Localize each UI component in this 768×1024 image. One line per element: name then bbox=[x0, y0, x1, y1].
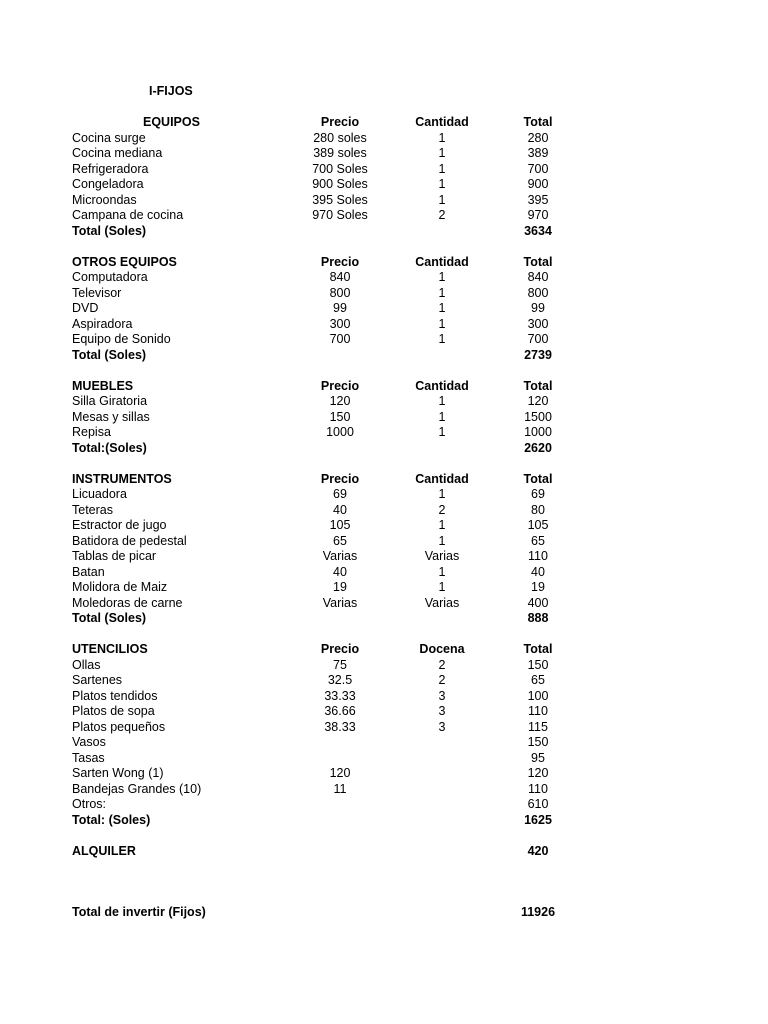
item-quantity: Varias bbox=[424, 549, 460, 563]
item-name: Estractor de jugo bbox=[72, 518, 167, 532]
item-name: Ollas bbox=[72, 657, 101, 672]
subtotal-row bbox=[0, 813, 768, 829]
item-name: Microondas bbox=[72, 192, 137, 207]
item-quantity: 1 bbox=[438, 394, 446, 408]
table-row bbox=[0, 146, 768, 162]
item-quantity: 1 bbox=[438, 130, 446, 145]
item-price: 19 bbox=[333, 580, 347, 594]
table-row bbox=[0, 487, 768, 503]
rent-label: ALQUILER bbox=[72, 843, 136, 858]
item-total: 40 bbox=[531, 564, 545, 579]
item-name: Mesas y sillas bbox=[72, 409, 150, 424]
item-name: Platos pequeños bbox=[72, 719, 166, 734]
item-quantity: Varias bbox=[424, 595, 460, 610]
table-row bbox=[0, 766, 768, 782]
quantity-column-header: Cantidad bbox=[415, 254, 469, 269]
section-heading: OTROS EQUIPOS bbox=[72, 254, 177, 269]
item-price: 36.66 bbox=[324, 704, 356, 718]
table-row bbox=[0, 503, 768, 519]
item-quantity: 1 bbox=[438, 425, 446, 439]
item-total: 970 bbox=[527, 208, 549, 222]
table-row bbox=[0, 410, 768, 426]
item-total: 150 bbox=[527, 735, 549, 749]
subtotal-row bbox=[0, 611, 768, 627]
item-price: 700 bbox=[329, 332, 351, 346]
item-quantity: 1 bbox=[438, 270, 446, 284]
table-row bbox=[0, 425, 768, 441]
item-name: Batan bbox=[72, 564, 105, 579]
table-row bbox=[0, 301, 768, 317]
item-price: 120 bbox=[329, 766, 351, 780]
item-total: 389 bbox=[527, 146, 549, 160]
item-name: Equipo de Sonido bbox=[72, 332, 171, 346]
item-total: 120 bbox=[527, 766, 549, 780]
table-row bbox=[0, 704, 768, 720]
table-row bbox=[0, 162, 768, 178]
subtotal-row bbox=[0, 348, 768, 364]
item-quantity: 1 bbox=[438, 409, 446, 424]
item-quantity: 1 bbox=[438, 161, 446, 176]
item-price: 120 bbox=[329, 394, 351, 408]
item-price: 800 bbox=[329, 285, 351, 300]
item-price: 75 bbox=[333, 657, 347, 672]
rent-row bbox=[0, 844, 768, 860]
subtotal-label: Total (Soles) bbox=[72, 223, 147, 238]
item-total: 95 bbox=[531, 750, 545, 765]
item-price: 300 bbox=[329, 316, 351, 331]
item-price: 99 bbox=[333, 301, 347, 315]
item-price: 389 soles bbox=[313, 146, 367, 160]
item-quantity: 2 bbox=[438, 502, 446, 517]
item-total: 99 bbox=[531, 301, 545, 315]
table-row bbox=[0, 565, 768, 581]
item-name: Aspiradora bbox=[72, 316, 133, 331]
item-price: Varias bbox=[322, 549, 358, 563]
item-total: 105 bbox=[527, 518, 549, 532]
item-quantity: 3 bbox=[438, 688, 446, 703]
subtotal-row bbox=[0, 224, 768, 240]
table-row bbox=[0, 193, 768, 209]
section-heading: MUEBLES bbox=[72, 378, 134, 393]
item-name: Teteras bbox=[72, 502, 113, 517]
table-row bbox=[0, 270, 768, 286]
item-price: 11 bbox=[333, 781, 347, 796]
item-total: 110 bbox=[528, 549, 548, 563]
item-total: 65 bbox=[531, 673, 545, 687]
table-row bbox=[0, 286, 768, 302]
item-quantity: 3 bbox=[438, 719, 446, 734]
item-total: 1500 bbox=[524, 409, 552, 424]
item-total: 69 bbox=[531, 487, 545, 501]
item-total: 120 bbox=[527, 394, 549, 408]
table-row bbox=[0, 534, 768, 550]
item-quantity: 2 bbox=[438, 673, 446, 687]
item-name: Vasos bbox=[72, 735, 106, 749]
table-row bbox=[0, 549, 768, 565]
item-name: DVD bbox=[72, 301, 99, 315]
item-total: 115 bbox=[528, 719, 548, 734]
item-quantity: 3 bbox=[438, 704, 446, 718]
item-quantity: 1 bbox=[438, 580, 446, 594]
grand-total-value: 11926 bbox=[520, 905, 556, 919]
item-name: Campana de cocina bbox=[72, 208, 184, 222]
table-row bbox=[0, 673, 768, 689]
item-price: 395 Soles bbox=[312, 192, 368, 207]
item-name: Tablas de picar bbox=[72, 549, 157, 563]
table-row bbox=[0, 332, 768, 348]
price-column-header: Precio bbox=[320, 254, 360, 269]
item-quantity: 1 bbox=[438, 192, 446, 207]
subtotal-value: 1625 bbox=[524, 812, 552, 827]
subtotal-label: Total: (Soles) bbox=[72, 812, 151, 827]
subtotal-label: Total (Soles) bbox=[72, 347, 147, 362]
item-price: 38.33 bbox=[324, 719, 356, 734]
quantity-column-header: Cantidad bbox=[415, 115, 469, 129]
section-heading: UTENCILIOS bbox=[72, 642, 148, 656]
item-total: 1000 bbox=[524, 425, 552, 439]
item-total: 110 bbox=[528, 781, 548, 796]
item-total: 80 bbox=[531, 502, 545, 517]
item-total: 800 bbox=[527, 285, 549, 300]
subtotal-row bbox=[0, 441, 768, 457]
item-name: Tasas bbox=[72, 750, 105, 765]
item-quantity: 1 bbox=[438, 564, 446, 579]
table-row bbox=[0, 394, 768, 410]
item-total: 395 bbox=[527, 192, 549, 207]
item-price: 280 soles bbox=[313, 130, 367, 145]
table-row bbox=[0, 131, 768, 147]
rent-value: 420 bbox=[527, 843, 549, 858]
item-price: 900 Soles bbox=[312, 177, 368, 191]
subtotal-value: 888 bbox=[527, 611, 549, 625]
quantity-column-header: Cantidad bbox=[415, 471, 469, 486]
total-column-header: Total bbox=[523, 254, 553, 269]
item-price: 33.33 bbox=[324, 688, 356, 703]
item-name: Refrigeradora bbox=[72, 161, 149, 176]
table-row bbox=[0, 689, 768, 705]
item-name: Moledoras de carne bbox=[72, 595, 183, 610]
table-row bbox=[0, 580, 768, 596]
item-price: 1000 bbox=[326, 425, 354, 439]
item-name: Otros: bbox=[72, 797, 107, 811]
section-header-row bbox=[0, 642, 768, 658]
item-price: 150 bbox=[329, 409, 351, 424]
item-quantity: 1 bbox=[438, 146, 446, 160]
item-total: 19 bbox=[531, 580, 545, 594]
table-row bbox=[0, 208, 768, 224]
item-total: 840 bbox=[527, 270, 549, 284]
table-row bbox=[0, 658, 768, 674]
item-quantity: 2 bbox=[438, 208, 446, 222]
item-name: Licuadora bbox=[72, 487, 127, 501]
item-quantity: 1 bbox=[438, 285, 446, 300]
quantity-column-header: Cantidad bbox=[415, 378, 469, 393]
subtotal-value: 3634 bbox=[524, 223, 552, 238]
section-header-row bbox=[0, 255, 768, 271]
item-total: 700 bbox=[527, 332, 549, 346]
section-heading: EQUIPOS bbox=[143, 115, 200, 129]
item-price: 40 bbox=[333, 502, 347, 517]
item-price: 105 bbox=[329, 518, 351, 532]
quantity-column-header: Docena bbox=[419, 642, 465, 656]
section-header-row bbox=[0, 115, 768, 131]
item-name: Silla Giratoria bbox=[72, 394, 148, 408]
table-row bbox=[0, 720, 768, 736]
item-quantity: 2 bbox=[438, 657, 446, 672]
item-name: Platos de sopa bbox=[72, 704, 155, 718]
price-column-header: Precio bbox=[320, 642, 360, 656]
table-row bbox=[0, 782, 768, 798]
item-total: 65 bbox=[531, 533, 545, 548]
price-column-header: Precio bbox=[320, 378, 360, 393]
item-total: 300 bbox=[527, 316, 549, 331]
item-name: Bandejas Grandes (10) bbox=[72, 781, 202, 796]
item-price: 69 bbox=[333, 487, 347, 501]
section-heading: INSTRUMENTOS bbox=[72, 471, 172, 486]
item-price: 700 Soles bbox=[312, 161, 368, 176]
item-name: Televisor bbox=[72, 285, 122, 300]
item-total: 100 bbox=[527, 688, 549, 703]
document-title: I-FIJOS bbox=[149, 84, 193, 98]
item-price: 970 Soles bbox=[312, 208, 368, 222]
grand-total-label: Total de invertir (Fijos) bbox=[72, 905, 206, 919]
item-quantity: 1 bbox=[438, 533, 446, 548]
item-quantity: 1 bbox=[438, 316, 446, 331]
total-column-header: Total bbox=[523, 642, 553, 656]
grand-total-row bbox=[0, 905, 768, 921]
price-column-header: Precio bbox=[320, 115, 360, 129]
item-name: Congeladora bbox=[72, 177, 144, 191]
table-row bbox=[0, 751, 768, 767]
table-row bbox=[0, 518, 768, 534]
item-quantity: 1 bbox=[438, 301, 446, 315]
subtotal-label: Total (Soles) bbox=[72, 611, 147, 625]
item-quantity: 1 bbox=[438, 518, 446, 532]
table-row bbox=[0, 735, 768, 751]
total-column-header: Total bbox=[523, 378, 553, 393]
item-quantity: 1 bbox=[438, 487, 446, 501]
section-header-row bbox=[0, 379, 768, 395]
table-row bbox=[0, 177, 768, 193]
total-column-header: Total bbox=[523, 115, 553, 129]
item-name: Repisa bbox=[72, 425, 111, 439]
item-total: 610 bbox=[527, 797, 549, 811]
item-total: 280 bbox=[527, 130, 549, 145]
price-column-header: Precio bbox=[320, 471, 360, 486]
item-price: 65 bbox=[333, 533, 347, 548]
item-name: Molidora de Maiz bbox=[72, 580, 168, 594]
item-name: Cocina surge bbox=[72, 130, 146, 145]
item-name: Platos tendidos bbox=[72, 688, 158, 703]
table-row bbox=[0, 317, 768, 333]
item-name: Cocina mediana bbox=[72, 146, 163, 160]
subtotal-value: 2739 bbox=[524, 347, 552, 362]
item-total: 150 bbox=[527, 657, 549, 672]
total-column-header: Total bbox=[523, 471, 553, 486]
item-price: 840 bbox=[329, 270, 351, 284]
item-name: Batidora de pedestal bbox=[72, 533, 187, 548]
item-name: Sartenes bbox=[72, 673, 123, 687]
section-header-row bbox=[0, 472, 768, 488]
item-quantity: 1 bbox=[438, 332, 446, 346]
item-price: 40 bbox=[333, 564, 347, 579]
subtotal-value: 2620 bbox=[524, 440, 552, 455]
table-row bbox=[0, 596, 768, 612]
item-price: Varias bbox=[322, 595, 358, 610]
item-total: 700 bbox=[527, 161, 549, 176]
subtotal-label: Total:(Soles) bbox=[72, 440, 147, 455]
item-name: Computadora bbox=[72, 270, 148, 284]
item-name: Sarten Wong (1) bbox=[72, 766, 164, 780]
item-quantity: 1 bbox=[438, 177, 446, 191]
table-row bbox=[0, 797, 768, 813]
item-price: 32.5 bbox=[327, 673, 353, 687]
item-total: 400 bbox=[527, 595, 549, 610]
item-total: 110 bbox=[528, 704, 548, 718]
item-total: 900 bbox=[527, 177, 549, 191]
